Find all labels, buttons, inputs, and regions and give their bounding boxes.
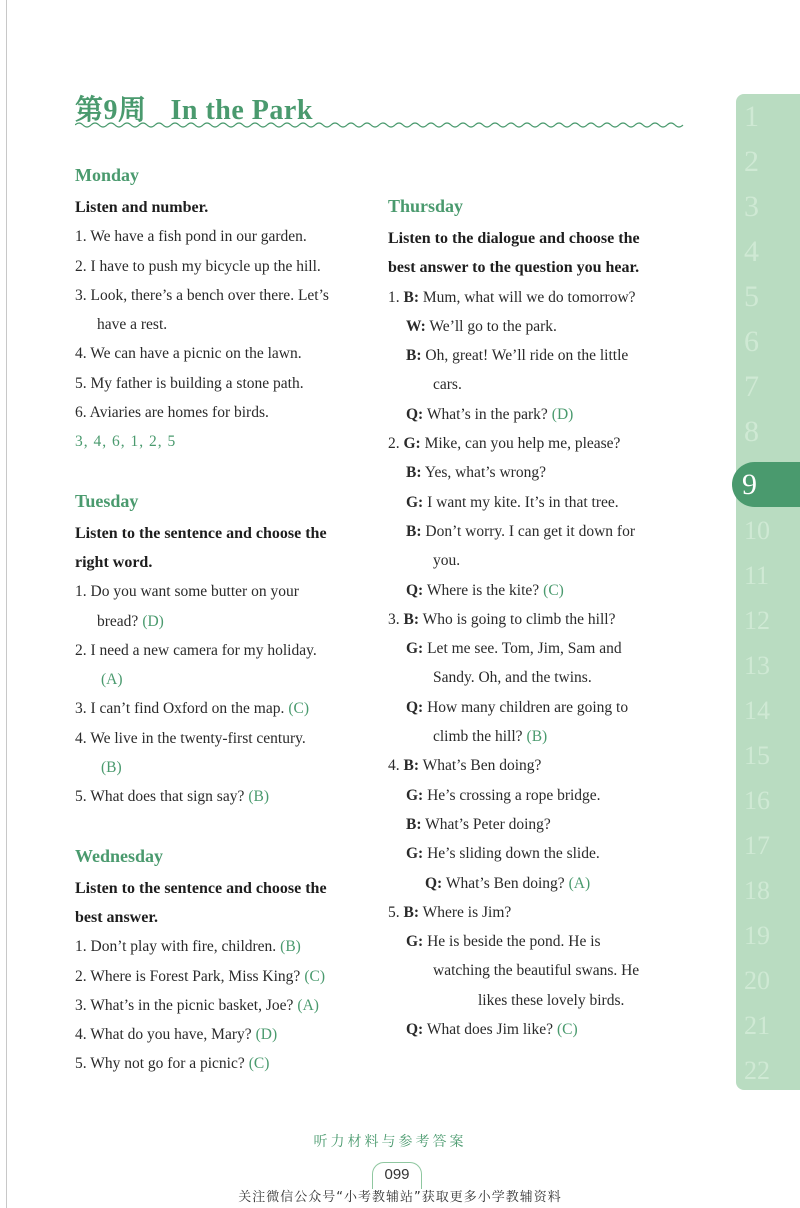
tab-week-20[interactable]: 20: [744, 966, 770, 995]
answer-label: (A): [568, 874, 591, 892]
answer-label: (C): [556, 1021, 578, 1039]
tab-week-5[interactable]: 5: [744, 280, 759, 313]
dialogue-line: B: Oh, great! We’ll ride on the little: [406, 347, 629, 365]
list-item-continuation: bread? (D): [97, 612, 164, 630]
list-item: 4. We can have a picnic on the lawn.: [75, 345, 302, 363]
answer-label: (C): [304, 967, 325, 985]
tab-week-18[interactable]: 18: [744, 876, 770, 905]
dialogue-line: B: Don’t worry. I can get it down for: [406, 522, 636, 540]
dialogue-line: 3. B: Who is going to climb the hill?: [388, 610, 616, 628]
monday-instruction: Listen and number.: [75, 199, 209, 216]
tab-week-14[interactable]: 14: [744, 696, 770, 725]
page-number: 099: [372, 1162, 422, 1189]
unit-title: In the Park: [170, 95, 313, 126]
dialogue-line-continuation: watching the beautiful swans. He: [433, 962, 640, 980]
tab-week-4[interactable]: 4: [744, 235, 759, 268]
monday-answer-order: 3, 4, 6, 1, 2, 5: [75, 433, 177, 451]
watermark-text: 关注微信公众号“小考教辅站”获取更多小学教辅资料: [238, 1190, 562, 1205]
tab-week-10[interactable]: 10: [744, 516, 770, 545]
list-item-continuation: [75, 665, 375, 694]
tab-week-19[interactable]: 19: [744, 921, 770, 950]
tab-week-22[interactable]: 22: [744, 1056, 770, 1085]
dialogue-line: G: Let me see. Tom, Jim, Sam and: [406, 640, 622, 658]
dialogue-question-continuation: climb the hill? (B): [433, 728, 548, 746]
answer-label: (B): [280, 938, 301, 956]
dialogue-question: Q: What’s Ben doing? (A): [425, 874, 591, 892]
thursday-heading: Thursday: [388, 196, 464, 216]
tab-week-7[interactable]: 7: [744, 370, 759, 403]
answer-label: (A): [101, 671, 123, 689]
list-item: 2. I need a new camera for my holiday.: [75, 641, 317, 659]
tab-week-2[interactable]: 2: [744, 145, 759, 178]
tuesday-section: [75, 489, 375, 812]
dialogue-line: B: What’s Peter doing?: [406, 815, 551, 833]
list-item-continuation: have a rest.: [97, 316, 168, 334]
tab-week-9-active[interactable]: 9: [732, 462, 800, 507]
list-item: 3. What’s in the picnic basket, Joe? (A): [75, 996, 319, 1014]
tab-week-1[interactable]: 1: [744, 100, 759, 133]
list-item-continuation: [75, 753, 375, 782]
list-item: 4. What do you have, Mary? (D): [75, 1026, 278, 1044]
tab-week-16[interactable]: 16: [744, 786, 770, 815]
dialogue-line: 2. G: Mike, can you help me, please?: [388, 435, 621, 453]
tab-week-8[interactable]: 8: [744, 415, 759, 448]
list-item: 2. I have to push my bicycle up the hill.: [75, 257, 321, 275]
dialogue-line: G: He is beside the pond. He is: [406, 933, 601, 951]
list-item: 1. We have a fish pond in our garden.: [75, 228, 307, 246]
week-label: 第9周: [75, 95, 147, 126]
thursday-instruction: Listen to the dialogue and choose the best answer to the question you hear.: [388, 230, 640, 277]
dialogue-line: W: We’ll go to the park.: [406, 317, 557, 335]
dialogue-question: Q: Where is the kite? (C): [406, 581, 564, 599]
list-item: 3. Look, there’s a bench over there. Let’s: [75, 286, 329, 304]
list-item: 6. Aviaries are homes for birds.: [75, 404, 269, 422]
list-item: 1. Don’t play with fire, children. (B): [75, 938, 301, 956]
list-item: 5. Why not go for a picnic? (C): [75, 1055, 270, 1073]
list-item: 5. My father is building a stone path.: [75, 374, 304, 392]
answer-label: (C): [288, 700, 310, 718]
dialogue-line-continuation: Sandy. Oh, and the twins.: [433, 669, 592, 687]
answer-label: (C): [543, 581, 564, 599]
footer-section-title: 听力材料与参考答案: [313, 1134, 467, 1150]
left-column: [75, 163, 375, 1079]
week-tab-strip: [736, 94, 800, 1090]
dialogue-line: G: I want my kite. It’s in that tree.: [406, 493, 619, 511]
answer-label: (D): [255, 1026, 278, 1044]
tab-week-21[interactable]: 21: [744, 1011, 770, 1040]
tab-week-6[interactable]: 6: [744, 325, 759, 358]
tuesday-heading: Tuesday: [75, 490, 139, 511]
dialogue-line-continuation: cars.: [433, 376, 462, 394]
dialogue-line: 1. B: Mum, what will we do tomorrow?: [388, 288, 636, 306]
dialogue-question: Q: How many children are going to: [406, 698, 629, 716]
tab-week-13[interactable]: 13: [744, 651, 770, 680]
list-item: 4. We live in the twenty-first century.: [75, 729, 306, 747]
title-wavy-underline: [75, 121, 685, 129]
dialogue-question: Q: What does Jim like? (C): [406, 1021, 578, 1039]
answer-label: (B): [248, 788, 270, 806]
page-binding-rule: [6, 0, 7, 1208]
dialogue-line: B: Yes, what’s wrong?: [406, 464, 546, 482]
answer-label: (B): [101, 759, 122, 777]
list-item: 1. Do you want some butter on your: [75, 583, 299, 601]
answer-label: (B): [526, 728, 548, 746]
answer-label: (A): [297, 996, 319, 1014]
wednesday-instruction: Listen to the sentence and choose the best answer.: [75, 879, 327, 926]
list-item: 3. I can’t find Oxford on the map. (C): [75, 700, 310, 718]
monday-section: [75, 163, 375, 457]
wednesday-section: [75, 844, 375, 1079]
right-column: [388, 194, 698, 1044]
dialogue-line: G: He’s crossing a rope bridge.: [406, 786, 601, 804]
thursday-section: [388, 194, 698, 1044]
tab-week-15[interactable]: 15: [744, 741, 770, 770]
tab-week-17[interactable]: 17: [744, 831, 770, 860]
list-item: 2. Where is Forest Park, Miss King? (C): [75, 967, 325, 985]
tab-week-12[interactable]: 12: [744, 606, 770, 635]
dialogue-line: G: He’s sliding down the slide.: [406, 845, 600, 863]
dialogue-line: 5. B: Where is Jim?: [388, 903, 512, 921]
dialogue-line-continuation: likes these lovely birds.: [478, 991, 625, 1009]
answer-label: (D): [142, 612, 164, 630]
tuesday-instruction: Listen to the sentence and choose the right word.: [75, 524, 327, 571]
wednesday-heading: Wednesday: [75, 845, 164, 866]
dialogue-line-continuation: you.: [433, 552, 461, 570]
answer-label: (D): [551, 405, 574, 423]
monday-heading: Monday: [75, 165, 140, 185]
list-item: 5. What does that sign say? (B): [75, 788, 270, 806]
tab-week-11[interactable]: 11: [744, 561, 770, 590]
tab-week-3[interactable]: 3: [744, 190, 759, 223]
dialogue-question: Q: What’s in the park? (D): [406, 405, 574, 423]
answer-label: (C): [248, 1055, 270, 1073]
dialogue-line: 4. B: What’s Ben doing?: [388, 757, 542, 775]
